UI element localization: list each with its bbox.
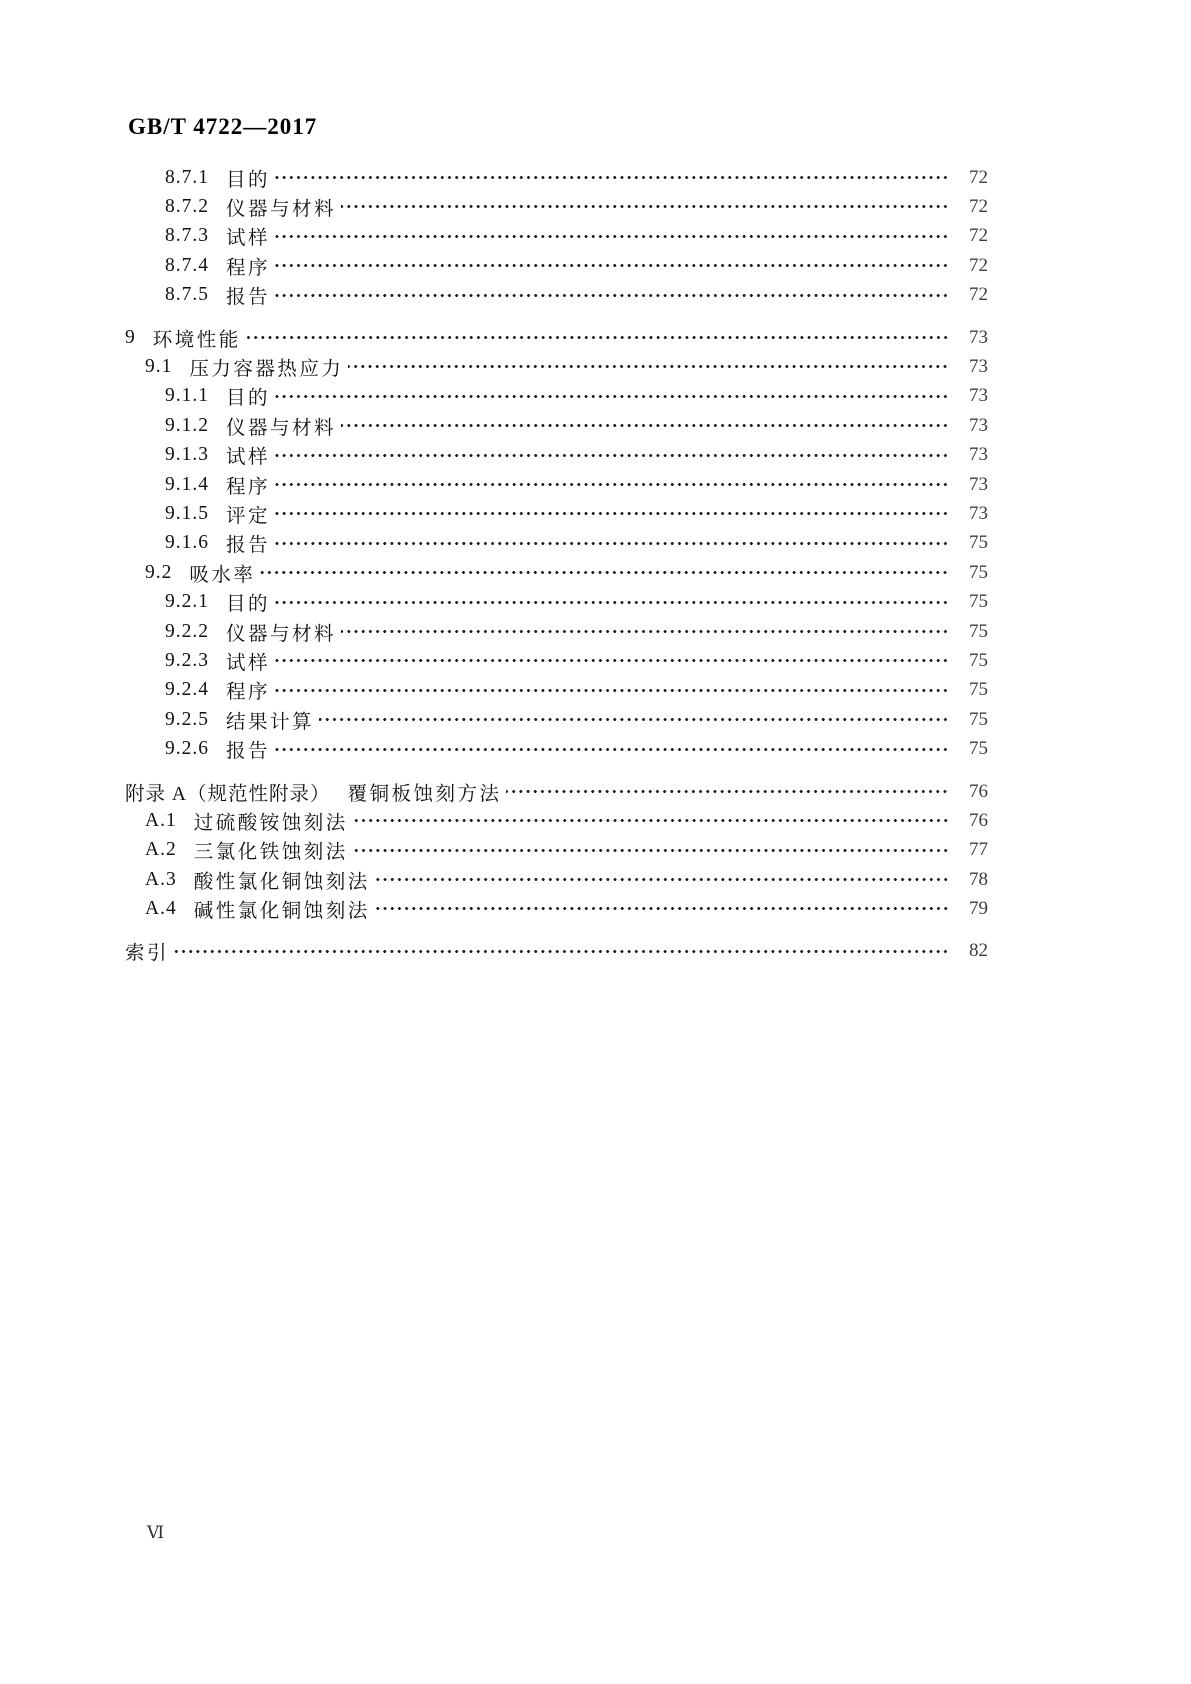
entry-number: A.4 [145,898,177,920]
entry-number: 9.2.1 [165,591,209,613]
entry-title: 试样 [226,652,271,674]
dot-leader [375,865,949,894]
entry-page-number: 82 [969,940,988,962]
toc-entry [125,441,988,470]
toc-entry [125,806,988,835]
entry-title: 试样 [226,228,271,250]
entry-page-number: 78 [969,868,988,890]
entry-number: 9.1 [145,356,173,378]
toc-entry [125,529,988,558]
entry-title: 压力容器热应力 [189,359,344,381]
entry-page-number: 73 [969,502,988,524]
dot-leader [348,352,949,381]
dot-leader [353,836,949,865]
entry-title: 评定 [226,505,271,527]
dot-leader [275,587,949,616]
entry-title: 仪器与材料 [226,623,337,645]
entry-page-number: 76 [969,780,988,802]
entry-page-number: 73 [969,356,988,378]
entry-number: 9.2 [145,561,173,583]
entry-number: 8.7.4 [165,254,209,276]
dot-leader [341,411,949,440]
entry-title: 吸水率 [189,564,256,586]
entry-number: 9.1.6 [165,532,209,554]
entry-page-number: 79 [969,898,988,920]
entry-title: 覆铜板蚀刻方法 [347,783,502,805]
entry-page-number: 72 [969,254,988,276]
entry-number: 9.2.5 [165,708,209,730]
dot-leader [275,499,949,528]
toc-entry-appendix-a [125,777,988,806]
entry-page-number: 75 [969,561,988,583]
entry-page-number: 72 [969,284,988,306]
toc-entry [125,894,988,923]
dot-leader [174,937,949,966]
entry-number: 9.1.4 [165,473,209,495]
dot-leader [375,894,949,923]
dot-leader [275,251,949,280]
entry-title: 目的 [226,388,271,410]
toc-entry [125,251,988,280]
toc-entry [125,470,988,499]
entry-number: 9.1.5 [165,502,209,524]
entry-number: 8.7.3 [165,225,209,247]
entry-number: 附录 A（规范性附录） [125,783,331,805]
toc-entry [125,281,988,310]
entry-page-number: 75 [969,679,988,701]
entry-number: 9.2.3 [165,649,209,671]
toc-entry [125,411,988,440]
entry-title: 仪器与材料 [226,417,337,439]
entry-number: 9.2.2 [165,620,209,642]
dot-leader [275,676,949,705]
entry-title: 三氯化铁蚀刻法 [193,842,348,864]
entry-number: 9.1.2 [165,414,209,436]
dot-leader [275,470,949,499]
dot-leader [275,529,949,558]
toc-entry-index [125,937,988,966]
doc-number-header: GB/T 4722—2017 [128,114,318,139]
dot-leader [275,382,949,411]
toc-entry [125,836,988,865]
toc-entry [125,617,988,646]
dot-leader [275,646,949,675]
dot-leader [260,558,949,587]
dot-leader [246,323,949,352]
entry-title: 酸性氯化铜蚀刻法 [193,871,370,893]
entry-page-number: 75 [969,532,988,554]
entry-page-number: 75 [969,738,988,760]
entry-page-number: 75 [969,708,988,730]
entry-page-number: 73 [969,326,988,348]
entry-page-number: 75 [969,620,988,642]
toc-entry [125,587,988,616]
entry-title: 程序 [226,682,271,704]
entry-page-number: 72 [969,166,988,188]
entry-title: 目的 [226,594,271,616]
entry-page-number: 72 [969,225,988,247]
toc-entry [125,192,988,221]
entry-title: 报告 [226,741,271,763]
entry-title: 试样 [226,447,271,469]
entry-number: A.2 [145,839,177,861]
entry-number: 8.7.2 [165,196,209,218]
entry-page-number: 73 [969,444,988,466]
entry-number: 8.7.5 [165,284,209,306]
entry-number: A.1 [145,809,177,831]
toc-entry [125,352,988,381]
toc-entry [125,382,988,411]
entry-title: 报告 [226,287,271,309]
entry-title: 结果计算 [226,711,315,733]
toc-entry [125,734,988,763]
entry-page-number: 72 [969,196,988,218]
dot-leader [341,617,949,646]
toc-entry [125,323,988,352]
toc-entry [125,865,988,894]
entry-page-number: 73 [969,414,988,436]
dot-leader [341,192,949,221]
entry-page-number: 75 [969,649,988,671]
entry-title: 过硫酸铵蚀刻法 [193,812,348,834]
entry-number: A.3 [145,868,177,890]
entry-title: 目的 [226,169,271,191]
toc-entry [125,499,988,528]
entry-title: 索引 [125,943,170,965]
entry-page-number: 77 [969,839,988,861]
toc-entry [125,163,988,192]
dot-leader [319,705,949,734]
dot-leader [275,441,949,470]
entry-number: 8.7.1 [165,166,209,188]
toc-entry [125,222,988,251]
dot-leader [353,806,949,835]
entry-number: 9.1.1 [165,385,209,407]
toc-entry [125,705,988,734]
entry-title: 程序 [226,476,271,498]
entry-page-number: 75 [969,591,988,613]
entry-number: 9.2.6 [165,738,209,760]
entry-number: 9.1.3 [165,444,209,466]
entry-title: 环境性能 [152,329,241,351]
toc-entry [125,558,988,587]
entry-title: 程序 [226,257,271,279]
toc-entry [125,676,988,705]
entry-number: 9 [125,326,136,348]
entry-page-number: 73 [969,473,988,495]
entry-number: 9.2.4 [165,679,209,701]
entry-title: 碱性氯化铜蚀刻法 [193,901,370,923]
dot-leader [275,281,949,310]
dot-leader [275,222,949,251]
entry-page-number: 76 [969,809,988,831]
dot-leader [506,777,949,806]
entry-title: 仪器与材料 [226,199,337,221]
dot-leader [275,163,949,192]
entry-page-number: 73 [969,385,988,407]
dot-leader [275,734,949,763]
entry-title: 报告 [226,535,271,557]
folio-page-number: Ⅵ [147,1523,166,1542]
toc-entry [125,646,988,675]
table-of-contents [125,163,988,966]
